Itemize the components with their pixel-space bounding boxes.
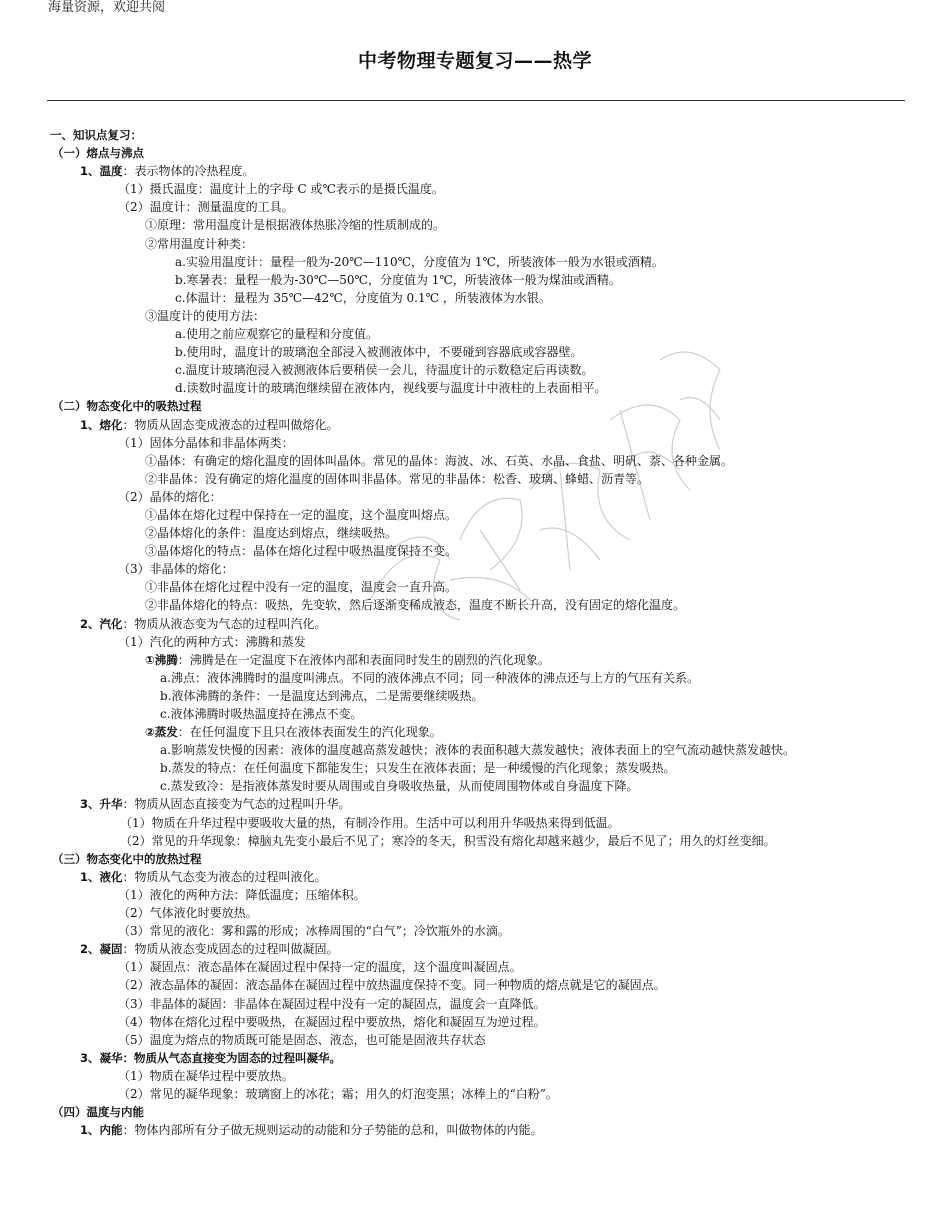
text-line	[0, 452, 950, 470]
text-line	[0, 325, 950, 343]
line-text: ①晶体在熔化过程中保持在一定的温度，这个温度叫熔点。	[145, 507, 458, 522]
text-line	[0, 379, 950, 397]
line-text: （4）物体在熔化过程中要吸热，在凝固过程中要放热，熔化和凝固互为逆过程。	[118, 1014, 546, 1029]
bold-heading: （四）温度与内能	[52, 1105, 144, 1120]
text-line	[0, 524, 950, 542]
bold-heading: 1、内能	[80, 1123, 123, 1138]
line-text: ②非晶体：没有确定的熔化温度的固体叫非晶体。常见的非晶体：松香、玻璃、蜂蜡、沥青等。	[145, 471, 650, 486]
text-line	[0, 307, 950, 325]
bold-heading: 1、温度	[80, 164, 123, 179]
line-text: （2）液态晶体的凝固：液态晶体在凝固过程中放热温度保持不变。同一种物质的熔点就是它的凝固点。	[118, 978, 666, 993]
text-line	[0, 1031, 950, 1049]
text-line	[0, 615, 950, 633]
header-note: 海量资源，欢迎共阅	[48, 0, 166, 15]
text-line	[0, 1067, 950, 1085]
line-text: a.沸点：液体沸腾时的温度叫沸点。不同的液体沸点不同；同一种液体的沸点还与上方的气压有关系。	[160, 670, 699, 685]
text-line	[0, 705, 950, 723]
line-text: b.使用时，温度计的玻璃泡全部浸入被测液体中，不要碰到容器底或容器壁。	[175, 345, 583, 360]
line-text: ：物质从固态直接变为气态的过程叫升华。	[122, 797, 351, 812]
text-line	[0, 940, 950, 958]
text-line	[0, 289, 950, 307]
bold-heading: 1、熔化	[80, 417, 123, 432]
text-line	[0, 596, 950, 614]
text-line	[0, 669, 950, 687]
text-line	[0, 560, 950, 578]
text-line	[0, 343, 950, 361]
line-text: b.蒸发的特点：在任何温度下都能发生；只发生在液体表面；是一种缓慢的汽化现象；蒸发吸热。	[160, 761, 676, 776]
line-text: （2）晶体的熔化：	[118, 489, 222, 504]
line-text: c.体温计：量程为 35℃—42℃，分度值为 0.1℃ ，所装液体为水银。	[175, 290, 551, 305]
text-line	[0, 162, 950, 180]
line-text: （3）常见的液化：雾和露的形成；冰棒周围的“白气”；冷饮瓶外的水滴。	[118, 924, 510, 939]
text-line	[0, 271, 950, 289]
bold-heading: （三）物态变化中的放热过程	[52, 851, 202, 866]
line-text: ：沸腾是在一定温度下在液体内部和表面同时发生的剧烈的汽化现象。	[177, 652, 550, 667]
text-line	[0, 832, 950, 850]
text-line	[0, 235, 950, 253]
text-line	[0, 470, 950, 488]
line-text: ①晶体：有确定的熔化温度的固体叫晶体。常见的晶体：海波、冰、石英、水晶、食盐、明矾、萘、各种金属。	[145, 453, 734, 468]
line-text: ③温度计的使用方法：	[145, 308, 266, 323]
line-text: （2）常见的凝华现象：玻璃窗上的冰花；霜；用久的灯泡变黑；冰棒上的“白粉”。	[118, 1086, 558, 1101]
line-text: （3）非晶体的凝固：非晶体在凝固过程中没有一定的凝固点，温度会一直降低。	[118, 996, 546, 1011]
text-line	[0, 578, 950, 596]
text-line	[0, 144, 950, 162]
text-line	[0, 741, 950, 759]
line-text: （2）常见的升华现象：樟脑丸先变小最后不见了；寒冷的冬天，积雪没有熔化却越来越少，最后不见了；用久的灯丝变细。	[120, 833, 776, 848]
page-title: 中考物理专题复习——热学	[357, 50, 592, 72]
text-line	[0, 198, 950, 216]
line-text: （1）液化的两种方法：降低温度；压缩体积。	[118, 887, 366, 902]
text-line	[0, 416, 950, 434]
line-text: （5）温度为熔点的物质既可能是固态、液态，也可能是固液共存状态	[118, 1032, 486, 1047]
bold-heading: 一、知识点复习：	[50, 128, 142, 142]
bold-heading: （二）物态变化中的吸热过程	[52, 399, 202, 414]
bold-heading: 2、汽化	[80, 616, 123, 631]
line-text: b.寒暑表：量程一般为-30℃—50℃，分度值为 1℃，所装液体一般为煤油或酒精。	[175, 272, 621, 287]
text-line	[0, 180, 950, 198]
text-line	[0, 777, 950, 795]
line-text: a.影响蒸发快慢的因素：液体的温度越高蒸发越快；液体的表面积越大蒸发越快；液体表面上的空气流动越快蒸发越快。	[160, 743, 795, 758]
text-line	[0, 922, 950, 940]
text-line	[0, 361, 950, 379]
bold-heading: 2、凝固	[80, 942, 123, 957]
text-line	[0, 126, 950, 144]
line-text: c.温度计玻璃泡浸入被测液体后要稍侯一会儿，待温度计的示数稳定后再读数。	[175, 363, 594, 378]
bold-heading: ①沸腾	[145, 652, 178, 667]
text-line	[0, 976, 950, 994]
text-line	[0, 886, 950, 904]
line-text: （1）汽化的两种方式：沸腾和蒸发	[118, 634, 306, 649]
text-line	[0, 506, 950, 524]
bold-heading: （一）熔点与沸点	[52, 146, 144, 161]
line-text: ：表示物体的冷热程度。	[122, 164, 255, 179]
document-body	[0, 126, 950, 1139]
text-line	[0, 397, 950, 415]
bold-heading: 1、液化	[80, 869, 123, 884]
line-text: ②常用温度计种类：	[145, 236, 254, 251]
line-text: a.使用之前应观察它的量程和分度值。	[175, 327, 378, 342]
line-text: （1）凝固点：液态晶体在凝固过程中保持一定的温度，这个温度叫凝固点。	[118, 960, 522, 975]
bold-heading: 3、升华	[80, 797, 123, 812]
text-line	[0, 542, 950, 560]
text-line	[0, 651, 950, 669]
title-divider	[47, 100, 905, 101]
line-text: （1）物质在凝华过程中要放热。	[118, 1068, 294, 1083]
text-line	[0, 1013, 950, 1031]
bold-heading: ②蒸发	[145, 725, 178, 740]
line-text: （3）非晶体的熔化：	[118, 562, 234, 577]
line-text: ①非晶体在熔化过程中没有一定的温度，温度会一直升高。	[145, 580, 458, 595]
text-line	[0, 995, 950, 1013]
text-line	[0, 253, 950, 271]
text-line	[0, 1121, 950, 1139]
line-text: c.蒸发致冷：是指液体蒸发时要从周围或自身吸收热量，从而使周围物体或自身温度下降。	[160, 779, 639, 794]
text-line	[0, 1103, 950, 1121]
text-line	[0, 958, 950, 976]
text-line	[0, 488, 950, 506]
line-text: ②晶体熔化的条件：温度达到熔点，继续吸热。	[145, 526, 398, 541]
line-text: （1）摄氏温度：温度计上的字母 C 或℃表示的是摄氏温度。	[118, 182, 444, 197]
line-text: d.读数时温度计的玻璃泡继续留在液体内，视线要与温度计中液柱的上表面相平。	[175, 381, 607, 396]
text-line	[0, 759, 950, 777]
text-line	[0, 1049, 950, 1067]
text-line	[0, 723, 950, 741]
line-text: （2）气体液化时要放热。	[118, 906, 258, 921]
line-text: c.液体沸腾时吸热温度持在沸点不变。	[160, 707, 363, 721]
line-text: ：物质从固态变成液态的过程叫做熔化。	[122, 417, 339, 432]
text-line	[0, 633, 950, 651]
line-text: （1）固体分晶体和非晶体两类：	[118, 435, 294, 450]
text-line	[0, 434, 950, 452]
line-text: ：物体内部所有分子做无规则运动的动能和分子势能的总和，叫做物体的内能。	[122, 1123, 543, 1138]
line-text: ③晶体熔化的特点：晶体在熔化过程中吸热温度保持不变。	[145, 544, 458, 559]
line-text: ①原理：常用温度计是根据液体热胀冷缩的性质制成的。	[145, 218, 446, 233]
line-text: ②非晶体熔化的特点：吸热，先变软，然后逐渐变稀成液态，温度不断长升高，没有固定的熔化温度。	[145, 598, 686, 613]
text-line	[0, 795, 950, 813]
text-line	[0, 216, 950, 234]
line-text: ：在任何温度下且只在液体表面发生的汽化现象。	[177, 725, 442, 740]
text-line	[0, 850, 950, 868]
text-line	[0, 868, 950, 886]
line-text: ：物质从气态变为液态的过程叫液化。	[122, 869, 327, 884]
line-text: a.实验用温度计：量程一般为-20℃—110℃，分度值为 1℃，所装液体一般为水银或酒精。	[175, 254, 664, 269]
text-line	[0, 1085, 950, 1103]
bold-heading: 3、凝华：物质从气态直接变为固态的过程叫凝华。	[80, 1050, 341, 1065]
line-text: b.液体沸腾的条件：一是温度达到沸点，二是需要继续吸热。	[160, 688, 484, 703]
text-line	[0, 904, 950, 922]
line-text: （1）物质在升华过程中要吸收大量的热，有制冷作用。生活中可以利用升华吸热来得到低温。	[120, 815, 620, 830]
line-text: ：物质从液态变成固态的过程叫做凝固。	[122, 942, 339, 957]
text-line	[0, 814, 950, 832]
text-line	[0, 687, 950, 705]
line-text: ：物质从液态变为气态的过程叫汽化。	[122, 616, 327, 631]
line-text: （2）温度计：测量温度的工具。	[118, 200, 294, 215]
